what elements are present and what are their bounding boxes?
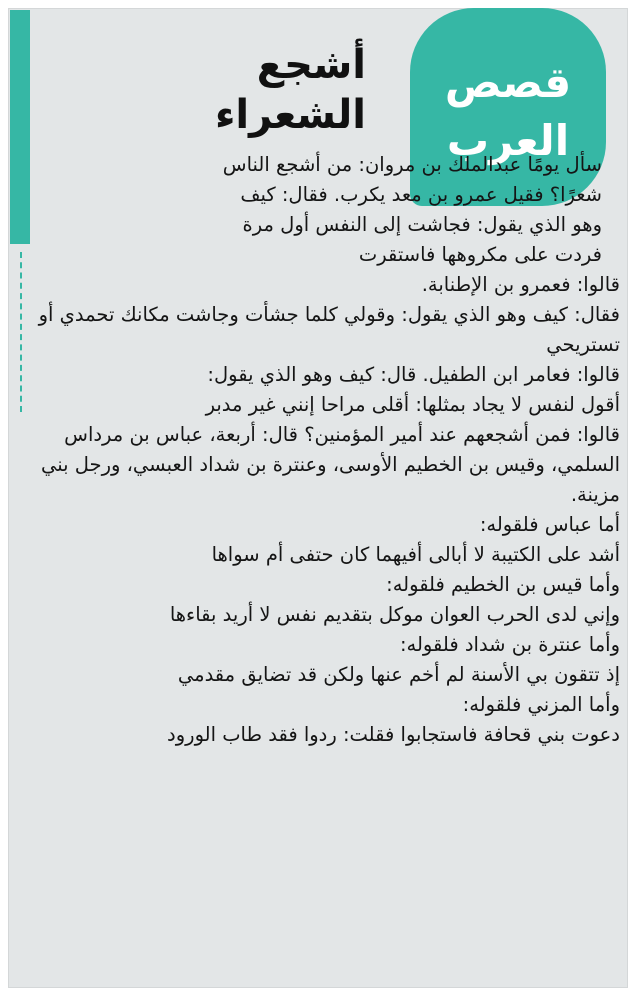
paragraph: أشد على الكتيبة لا أبالى أفيهما كان حتفى أم سواها — [211, 543, 620, 566]
article-intro: سأل يومًا عبدالملك بن مروان: من أشجع الناس شعرًا؟ فقيل عمرو بن معد يكرب. فقال: كيف وهو الذي يقول: فجاشت إلى النفس أول مرة فردت على مكروهها فاستقرت — [222, 153, 602, 266]
paragraph: دعوت بني قحافة فاستجابوا فقلت: ردوا فقد طاب الورود — [167, 723, 620, 746]
paragraph: فقال: كيف وهو الذي يقول: وقولي كلما جشأت وجاشت مكانك تحمدي أو تستريحي — [38, 303, 620, 356]
title-line-1: أشجع — [256, 42, 366, 88]
paragraph: وأما قيس بن الخطيم فلقوله: — [386, 573, 620, 596]
article-paragraphs — [36, 270, 620, 750]
badge-line-2: العرب — [446, 116, 570, 165]
accent-bar — [10, 10, 30, 244]
paragraph: وأما المزني فلقوله: — [462, 693, 620, 716]
badge-line-1: قصص — [444, 58, 572, 107]
paragraph: قالوا: فعامر ابن الطفيل. قال: كيف وهو الذي يقول: — [207, 363, 620, 386]
paragraph: وأما عنترة بن شداد فلقوله: — [399, 633, 620, 656]
paragraph: أقول لنفس لا يجاد بمثلها: أقلى مراحا إنني غير مدبر — [205, 393, 620, 416]
paragraph: أما عباس فلقوله: — [479, 513, 620, 536]
dashed-divider — [20, 252, 22, 412]
article-body — [36, 150, 620, 750]
paragraph: وإني لدى الحرب العوان موكل بتقديم نفس لا أريد بقاءها — [169, 603, 620, 626]
paragraph: إذ تتقون بي الأسنة لم أخم عنها ولكن قد تضايق مقدمي — [177, 663, 620, 686]
article-title — [166, 40, 366, 140]
title-line-2: الشعراء — [214, 92, 366, 138]
paragraph: قالوا: فمن أشجعهم عند أمير المؤمنين؟ قال: أربعة، عباس بن مرداس السلمي، وقيس بن الخطيم الأوسى، وعنترة بن شداد العبسي، ورجل بني مزينة. — [41, 423, 620, 506]
paragraph: قالوا: فعمرو بن الإطنابة. — [421, 273, 620, 296]
